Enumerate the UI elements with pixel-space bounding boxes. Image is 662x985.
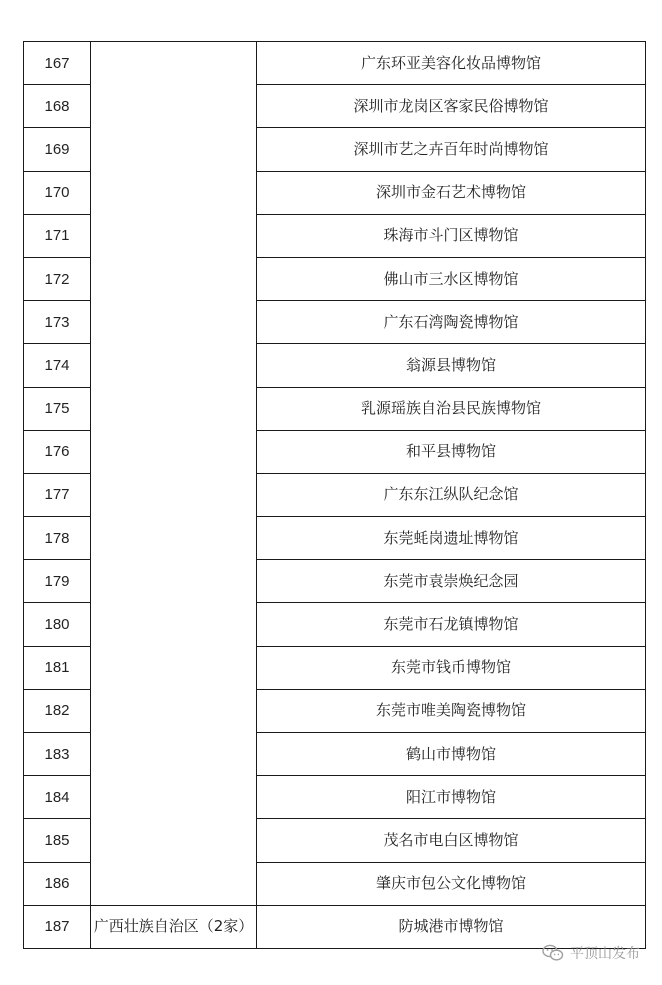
museum-name: 广东东江纵队纪念馆 [257, 473, 646, 516]
region-cell-guangxi: 广西壮族自治区（2家） [91, 905, 257, 948]
row-number: 178 [24, 517, 91, 560]
row-number: 169 [24, 128, 91, 171]
table-row [24, 42, 646, 85]
museum-name: 珠海市斗门区博物馆 [257, 214, 646, 257]
museum-name: 东莞市钱币博物馆 [257, 646, 646, 689]
row-number: 177 [24, 473, 91, 516]
museum-name: 乳源瑶族自治县民族博物馆 [257, 387, 646, 430]
row-number: 168 [24, 85, 91, 128]
row-number: 173 [24, 301, 91, 344]
museum-table-container [23, 41, 646, 949]
table-row [24, 905, 646, 948]
row-number: 176 [24, 430, 91, 473]
museum-name: 广东环亚美容化妆品博物馆 [257, 42, 646, 85]
museum-name: 防城港市博物馆 [257, 905, 646, 948]
row-number: 174 [24, 344, 91, 387]
wechat-icon [542, 944, 564, 962]
row-number: 182 [24, 689, 91, 732]
museum-name: 东莞市袁崇焕纪念园 [257, 560, 646, 603]
table-body [24, 42, 646, 949]
row-number: 183 [24, 733, 91, 776]
museum-name: 深圳市艺之卉百年时尚博物馆 [257, 128, 646, 171]
row-number: 170 [24, 171, 91, 214]
row-number: 181 [24, 646, 91, 689]
watermark [542, 943, 640, 963]
museum-name: 茂名市电白区博物馆 [257, 819, 646, 862]
museum-name: 广东石湾陶瓷博物馆 [257, 301, 646, 344]
row-number: 172 [24, 257, 91, 300]
museum-name: 鹤山市博物馆 [257, 733, 646, 776]
watermark-text: 平顶山发布 [570, 946, 640, 962]
museum-name: 和平县博物馆 [257, 430, 646, 473]
museum-table [23, 41, 646, 949]
row-number: 180 [24, 603, 91, 646]
row-number: 171 [24, 214, 91, 257]
museum-name: 东莞市石龙镇博物馆 [257, 603, 646, 646]
museum-name: 翁源县博物馆 [257, 344, 646, 387]
museum-name: 深圳市金石艺术博物馆 [257, 171, 646, 214]
museum-name: 深圳市龙岗区客家民俗博物馆 [257, 85, 646, 128]
row-number: 179 [24, 560, 91, 603]
row-number: 186 [24, 862, 91, 905]
row-number: 184 [24, 776, 91, 819]
row-number: 175 [24, 387, 91, 430]
row-number: 187 [24, 905, 91, 948]
region-cell-guangdong [91, 42, 257, 906]
museum-name: 东莞市唯美陶瓷博物馆 [257, 689, 646, 732]
row-number: 167 [24, 42, 91, 85]
museum-name: 佛山市三水区博物馆 [257, 257, 646, 300]
museum-name: 肇庆市包公文化博物馆 [257, 862, 646, 905]
museum-name: 东莞蚝岗遗址博物馆 [257, 517, 646, 560]
row-number: 185 [24, 819, 91, 862]
museum-name: 阳江市博物馆 [257, 776, 646, 819]
